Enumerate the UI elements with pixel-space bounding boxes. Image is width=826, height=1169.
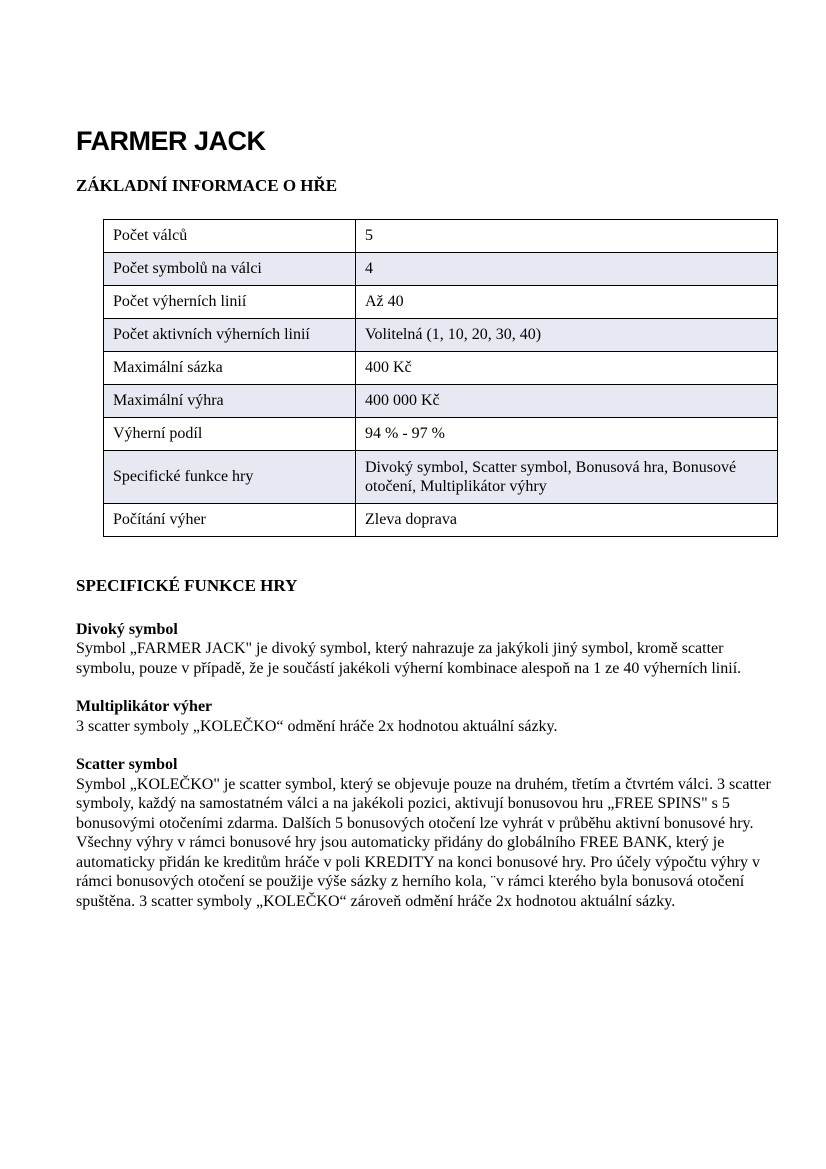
subsection-title: Divoký symbol (76, 620, 178, 638)
info-label-cell: Počet symbolů na válci (104, 253, 356, 286)
info-value-cell: 400 000 Kč (356, 385, 778, 418)
table-row (104, 352, 778, 385)
info-value-cell: 94 % - 97 % (356, 418, 778, 451)
info-value-cell: Zleva doprava (356, 504, 778, 537)
table-row (104, 504, 778, 537)
info-value-cell: Až 40 (356, 286, 778, 319)
basic-info-heading: ZÁKLADNÍ INFORMACE O HŘE (76, 176, 338, 196)
table-row (104, 286, 778, 319)
subsection-body: Symbol „FARMER JACK" je divoký symbol, který nahrazuje za jakýkoli jiný symbol, kromě scatter symbolu, pouze v případě, že je součástí jakékoli výherní kombinace alespoň na 1 ze 40 výherních linií. (76, 640, 742, 677)
info-label-cell: Výherní podíl (104, 418, 356, 451)
info-label-cell: Maximální sázka (104, 352, 356, 385)
subsection-title: Scatter symbol (76, 756, 178, 774)
table-row (104, 385, 778, 418)
subsection-title: Multiplikátor výher (76, 698, 213, 716)
info-value-cell: 4 (356, 253, 778, 286)
document-title: FARMER JACK (76, 126, 266, 156)
basic-info-table (103, 219, 778, 537)
info-label-cell: Počet aktivních výherních linií (104, 319, 356, 352)
table-row (104, 451, 778, 504)
info-label-cell: Maximální výhra (104, 385, 356, 418)
special-functions-heading: SPECIFICKÉ FUNKCE HRY (76, 576, 298, 596)
info-value-cell: Divoký symbol, Scatter symbol, Bonusová hra, Bonusové otočení, Multiplikátor výhry (356, 451, 778, 504)
subsection-wild-symbol (76, 620, 776, 679)
subsection-win-multiplier (76, 697, 776, 736)
info-label-cell: Specifické funkce hry (104, 451, 356, 504)
info-value-cell: 5 (356, 220, 778, 253)
info-label-cell: Počítání výher (104, 504, 356, 537)
table-row (104, 418, 778, 451)
table-row (104, 319, 778, 352)
info-label-cell: Počet výherních linií (104, 286, 356, 319)
table-row (104, 253, 778, 286)
info-label-cell: Počet válců (104, 220, 356, 253)
subsection-body: Symbol „KOLEČKO" je scatter symbol, který se objevuje pouze na druhém, třetím a čtvrtém válci. 3 scatter symboly, každý na samostatném válci a na jakékoli pozici, aktivují bonusovou hru „FREE SPINS" s 5 bonusovými otočeními zdarma. Dalších 5 bonusových otočení lze vyhrát v průběhu aktivní bonusové hry. Všechny výhry v rámci bonusové hry jsou automaticky přidány do globálního FREE BANK, který je automaticky přidán ke kreditům hráče v poli KREDITY na konci bonusové hry. Pro účely výpočtu výhry v rámci bonusových otočení se použije výše sázky z herního kola, ¨v rámci kterého byla bonusová otočení spuštěna. 3 scatter symboly „KOLEČKO“ zároveň odmění hráče 2x hodnotou aktuální sázky. (76, 775, 771, 910)
subsection-body: 3 scatter symboly „KOLEČKO“ odmění hráče 2x hodnotou aktuální sázky. (76, 717, 558, 735)
info-value-cell: Volitelná (1, 10, 20, 30, 40) (356, 319, 778, 352)
subsection-scatter-symbol (76, 755, 776, 911)
info-value-cell: 400 Kč (356, 352, 778, 385)
table-row (104, 220, 778, 253)
